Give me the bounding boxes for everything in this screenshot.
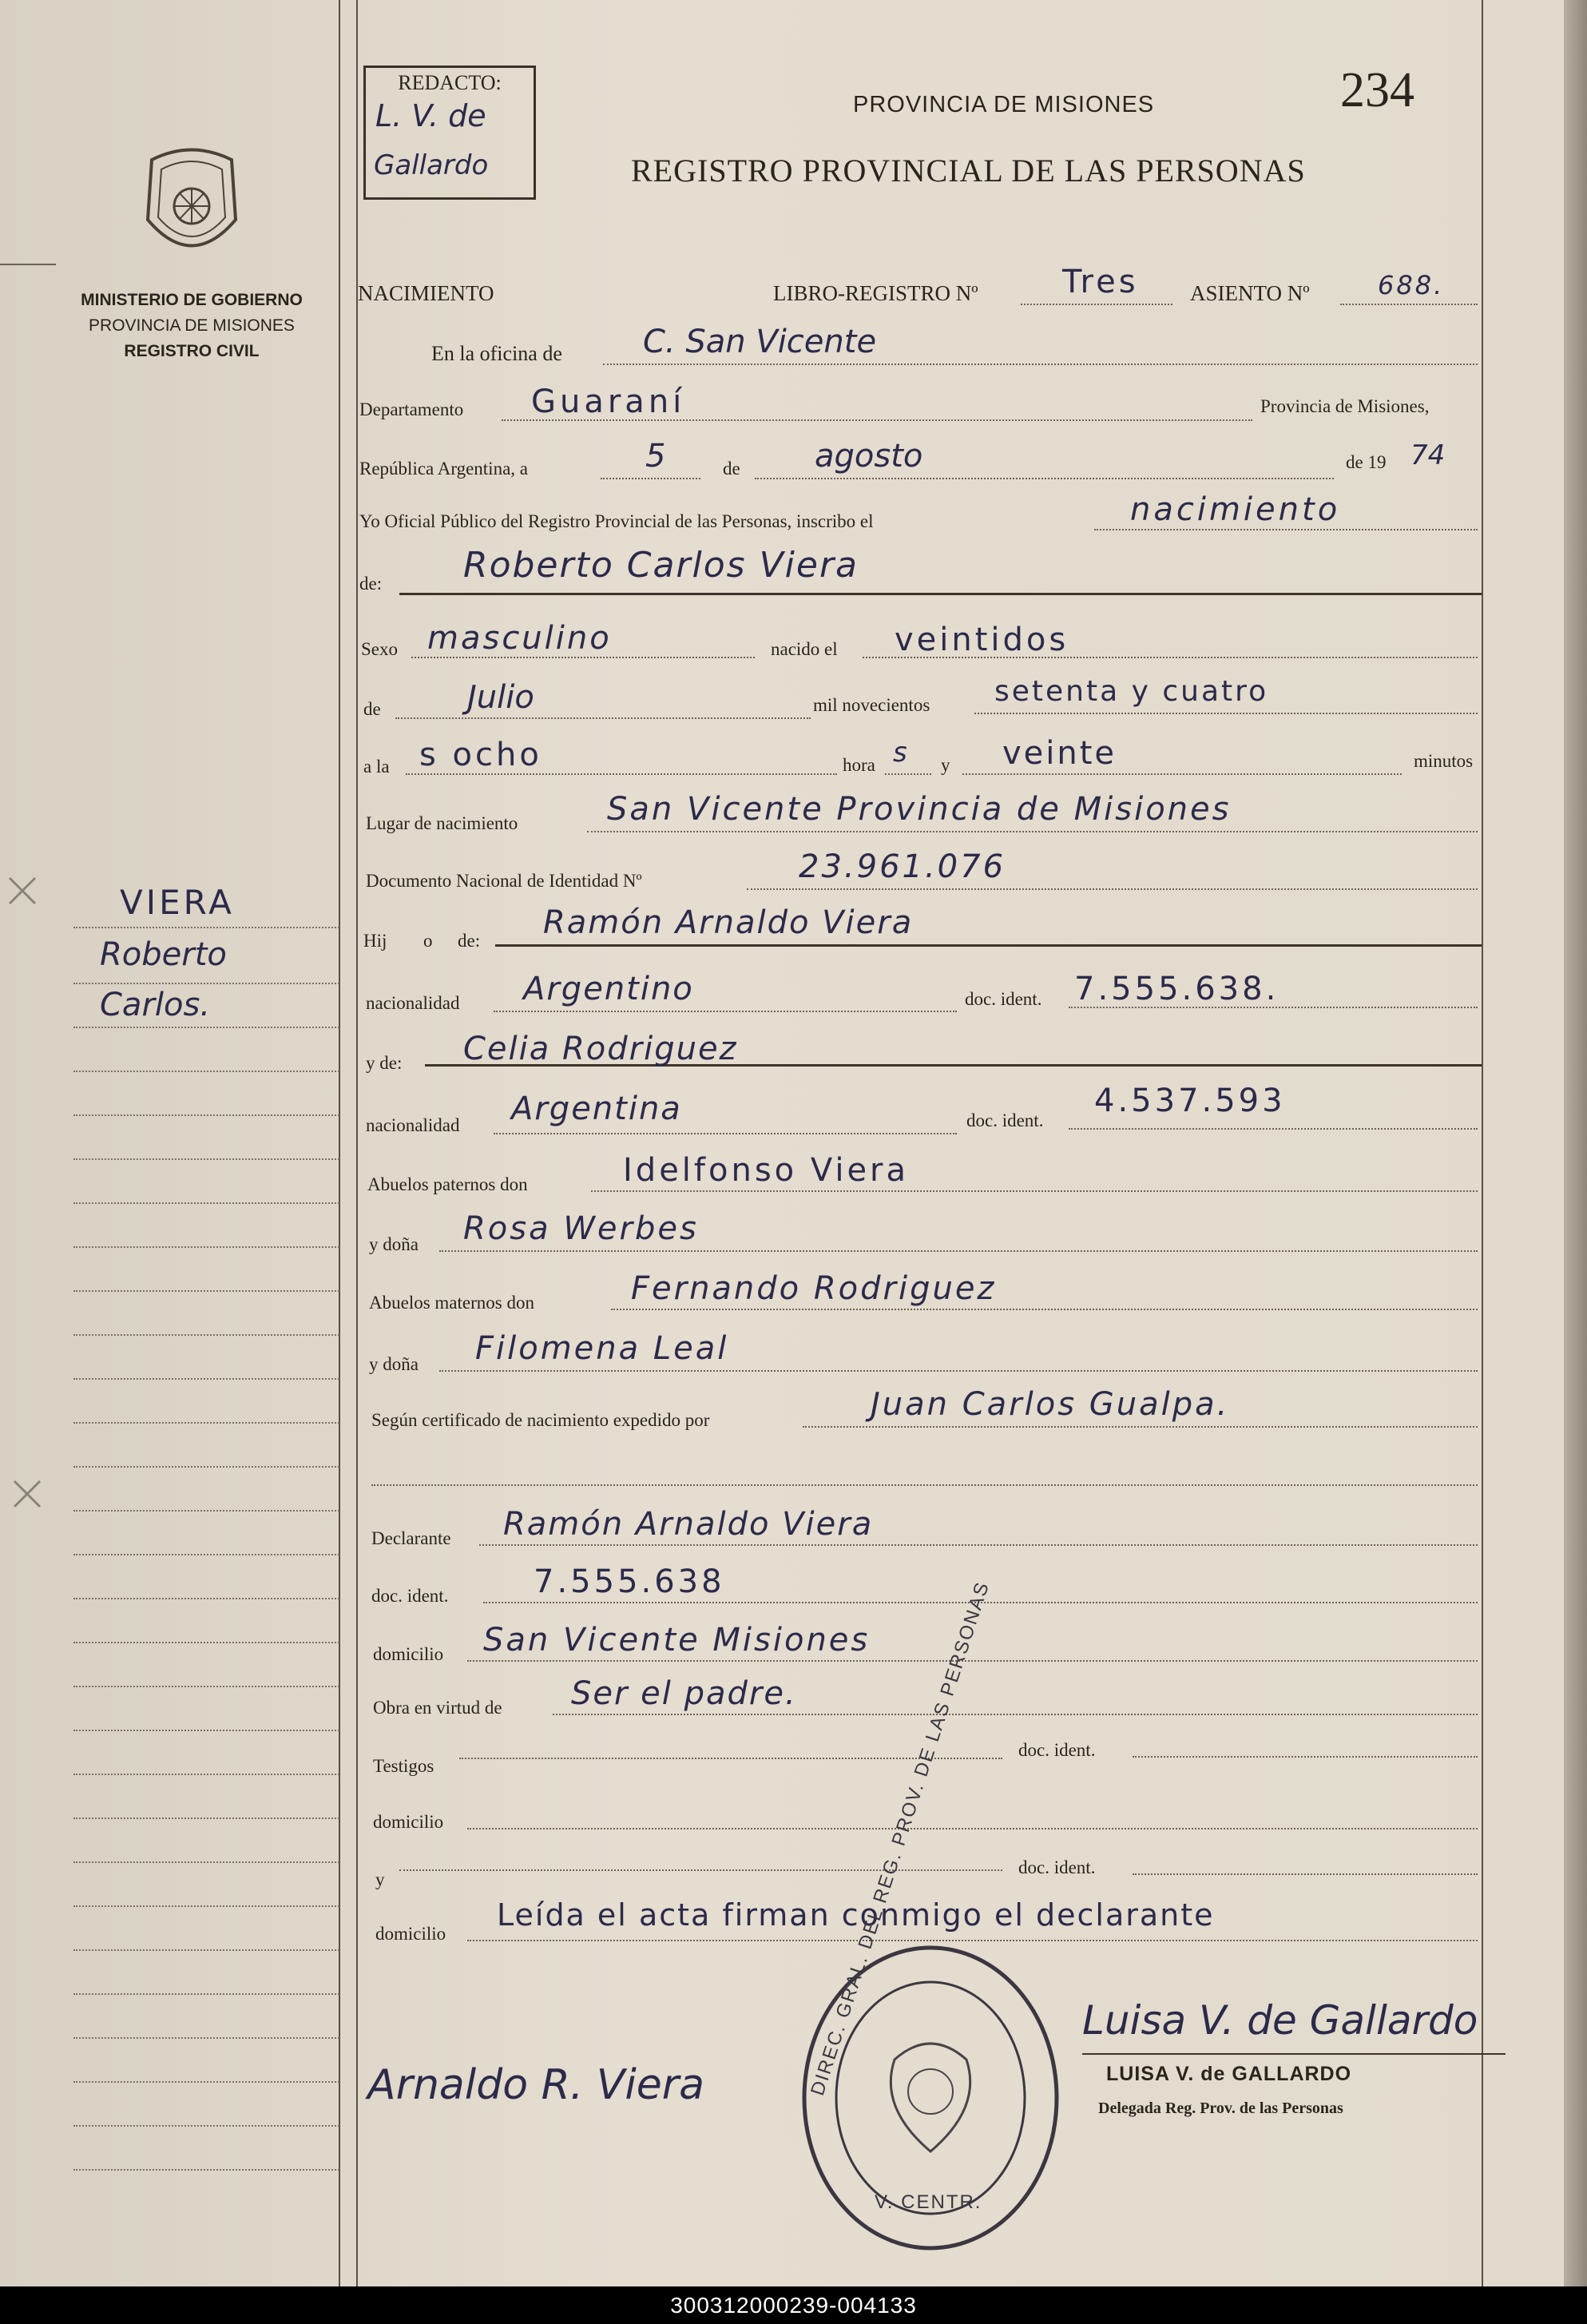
- libro-label: LIBRO-REGISTRO Nº: [773, 281, 978, 305]
- nac-madre-value: Argentina: [511, 1090, 682, 1127]
- dec-domicilio-value: San Vicente Misiones: [483, 1622, 871, 1659]
- sexo-value: masculino: [427, 620, 612, 657]
- ministry-block: [48, 288, 335, 364]
- nombre-label: de:: [359, 574, 383, 594]
- official-signature: Luisa V. de Gallardo: [1082, 1997, 1478, 2044]
- departamento-value: Guaraní: [531, 383, 686, 420]
- y-label: y: [375, 1869, 385, 1889]
- testigos-doc-label: doc. ident.: [1018, 1740, 1096, 1760]
- stamp-bottom-text: V. CENTR.: [875, 2191, 982, 2213]
- testigos-label: Testigos: [373, 1756, 434, 1776]
- domicilio1-label: domicilio: [373, 1812, 444, 1832]
- act-type: NACIMIENTO: [358, 281, 494, 305]
- margin-note-name-2: Carlos.: [100, 987, 211, 1023]
- redacto-hand-1: L. V. de: [375, 98, 486, 133]
- abuela-mat-value: Filomena Leal: [475, 1330, 729, 1367]
- certificado-label: Según certificado de nacimiento expedido por: [371, 1410, 710, 1430]
- asiento-value: 688.: [1378, 270, 1445, 300]
- dec-domicilio-label: domicilio: [373, 1644, 444, 1664]
- oficina-label: En la oficina de: [431, 342, 562, 365]
- nacido-label: nacido el: [771, 639, 838, 659]
- hora-label: hora: [843, 755, 875, 775]
- fecha-year-label: de 19: [1346, 452, 1387, 472]
- madre-label: y de:: [366, 1053, 403, 1073]
- nac-padre-value: Argentino: [523, 971, 694, 1007]
- fecha-de: de: [723, 459, 740, 479]
- nac-madre-label: nacionalidad: [366, 1115, 460, 1135]
- fecha-year: 74: [1410, 439, 1446, 471]
- lugar-label: Lugar de nacimiento: [366, 813, 518, 833]
- redacto-label: REDACTO:: [398, 71, 502, 94]
- lugar-value: San Vicente Provincia de Misiones: [607, 791, 1232, 828]
- mes-label: de: [363, 699, 381, 719]
- abuela-pat-label: y doña: [369, 1234, 419, 1254]
- hijo-de: de:: [458, 931, 481, 951]
- margin-note-surname: VIERA: [120, 883, 235, 922]
- page-number: 234: [1340, 63, 1414, 117]
- left-rule: [339, 0, 340, 2286]
- hijo-label: Hij: [363, 931, 387, 951]
- redacto-hand-2: Gallardo: [374, 149, 489, 181]
- obra-value: Ser el padre.: [571, 1675, 797, 1712]
- dec-doc-label: doc. ident.: [371, 1586, 449, 1606]
- minutos-label: minutos: [1414, 751, 1474, 771]
- departamento-label: Departamento: [359, 399, 464, 419]
- nac-padre-label: nacionalidad: [366, 993, 460, 1013]
- hora-value: s ocho: [419, 737, 542, 773]
- hijo-value: Ramón Arnaldo Viera: [543, 904, 914, 941]
- minutos-value: veinte: [1002, 735, 1117, 772]
- redacto-box: [363, 66, 536, 200]
- footer-id: 300312000239-004133: [0, 2286, 1587, 2324]
- nacido-value: veintidos: [895, 622, 1069, 658]
- certificado-value: Juan Carlos Gualpa.: [871, 1386, 1230, 1423]
- doc-madre-value: 4.537.593: [1094, 1083, 1286, 1119]
- doc-padre-value: 7.555.638.: [1074, 971, 1280, 1007]
- official-name: LUISA V. de GALLARDO: [1106, 2063, 1352, 2085]
- abuelos-pat-label: Abuelos paternos don: [367, 1174, 528, 1194]
- province-heading: PROVINCIA DE MISIONES: [853, 92, 1155, 117]
- documento-label: Documento Nacional de Identidad Nº: [366, 871, 642, 891]
- domicilio2-value: Leída el acta firman conmigo el declarante: [497, 1897, 1215, 1933]
- abuela-pat-value: Rosa Werbes: [463, 1210, 699, 1247]
- mil-label: mil novecientos: [813, 695, 930, 715]
- domicilio2-label: domicilio: [375, 1924, 446, 1944]
- sexo-label: Sexo: [361, 639, 398, 659]
- hora-plural: s: [893, 737, 907, 769]
- hora-prefix: a la: [363, 757, 390, 777]
- dec-doc-value: 7.555.638: [534, 1563, 725, 1600]
- inscribo-value: nacimiento: [1130, 491, 1341, 528]
- nombre-value: Roberto Carlos Viera: [463, 545, 859, 586]
- declarante-label: Declarante: [371, 1528, 451, 1548]
- inscribo-label: Yo Oficial Público del Registro Provincial de las Personas, inscribo el: [359, 511, 874, 531]
- fecha-month: agosto: [815, 438, 923, 475]
- provincial-seal: [136, 144, 248, 264]
- departamento-suffix: Provincia de Misiones,: [1260, 396, 1430, 416]
- madre-value: Celia Rodriguez: [463, 1031, 738, 1067]
- hora-y: y: [941, 755, 950, 775]
- right-rule: [1482, 0, 1483, 2286]
- mil-value: setenta y cuatro: [994, 675, 1269, 708]
- margin-note-name-1: Roberto: [100, 936, 227, 973]
- hijo-suffix: o: [423, 931, 433, 951]
- binding-hole-top: [6, 875, 38, 907]
- fecha-label: República Argentina, a: [359, 459, 528, 479]
- declarante-value: Ramón Arnaldo Viera: [503, 1506, 874, 1543]
- documento-value: 23.961.076: [799, 848, 1006, 885]
- libro-value: Tres: [1062, 264, 1139, 300]
- abuelos-pat-value: Idelfonso Viera: [623, 1152, 910, 1189]
- mes-value: Julio: [467, 679, 534, 716]
- registry-title: REGISTRO PROVINCIAL DE LAS PERSONAS: [631, 153, 1306, 189]
- ministry-line-2: PROVINCIA DE MISIONES: [89, 316, 295, 335]
- binding-hole-bottom: [11, 1478, 43, 1510]
- abuela-mat-label: y doña: [369, 1354, 419, 1374]
- signature-line: [1082, 2053, 1506, 2055]
- doc-madre-label: doc. ident.: [966, 1110, 1044, 1130]
- abuelos-mat-label: Abuelos maternos don: [369, 1293, 534, 1313]
- oficina-value: C. San Vicente: [643, 324, 877, 360]
- asiento-label: ASIENTO Nº: [1190, 281, 1310, 305]
- ministry-line-3: REGISTRO CIVIL: [124, 342, 260, 360]
- obra-label: Obra en virtud de: [373, 1698, 502, 1718]
- y-doc-label: doc. ident.: [1018, 1857, 1096, 1877]
- stamp-ring-text: DIREC. GRAL. DEL REG. PROV. DE LAS PERSONAS: [807, 1578, 994, 2099]
- doc-padre-label: doc. ident.: [965, 989, 1042, 1009]
- official-title: Delegada Reg. Prov. de las Personas: [1098, 2100, 1343, 2117]
- fecha-day: 5: [645, 438, 666, 475]
- page-edge: [1564, 0, 1587, 2286]
- ministry-line-1: MINISTERIO DE GOBIERNO: [81, 291, 303, 309]
- left-rule-2: [356, 0, 358, 2286]
- abuelos-mat-value: Fernando Rodriguez: [631, 1270, 997, 1307]
- margin-mark: [0, 264, 56, 265]
- declarant-signature: Arnaldo R. Viera: [367, 2061, 705, 2109]
